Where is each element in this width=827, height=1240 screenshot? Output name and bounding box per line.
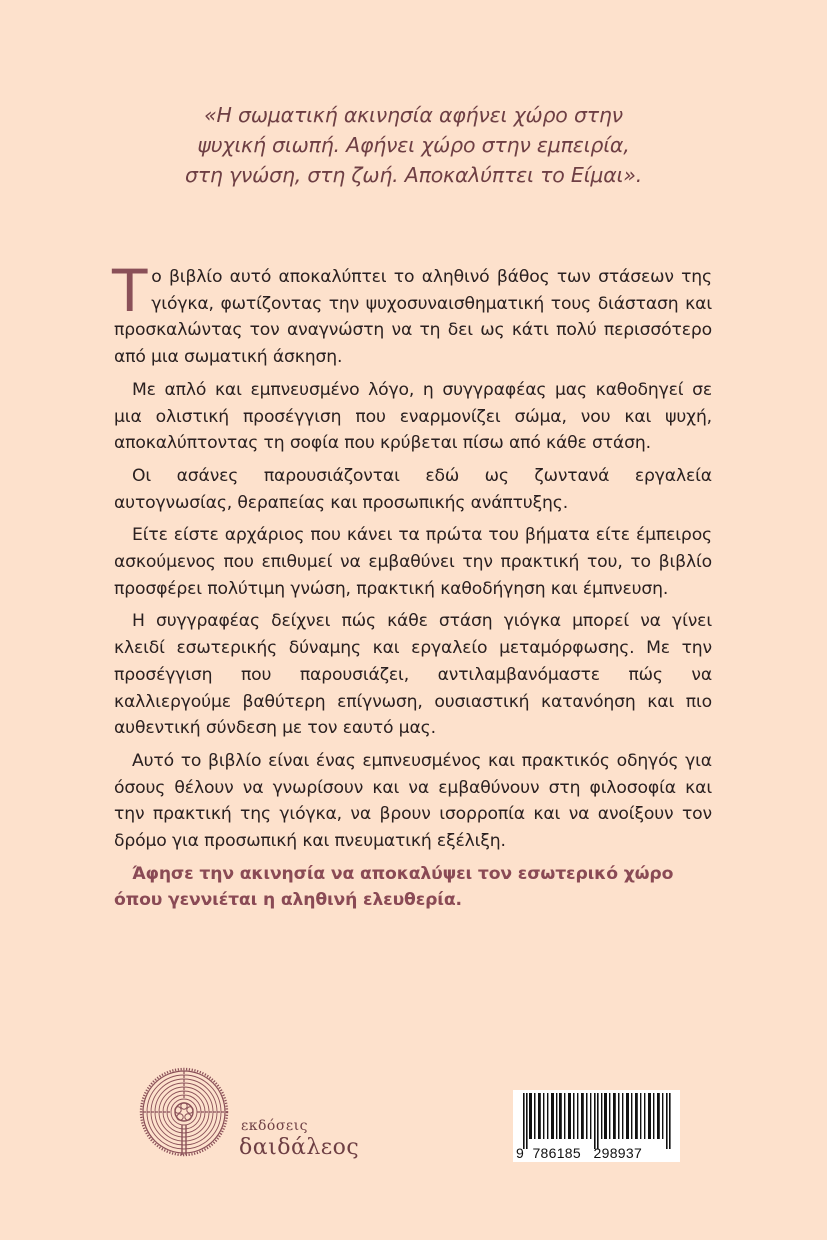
paragraph: Με απλό και εμπνευσμένο λόγο, η συγγραφέας μας καθοδηγεί σε μια ολιστική προσέγγιση που εναρμονίζει σώμα, νου και ψυχή, αποκαλύπτοντας τη σοφία που κρύβεται πίσω από κάθε στάση. — [114, 379, 712, 454]
paragraph: Αυτό το βιβλίο είναι ένας εμπνευσμένος και πρακτικός οδηγός για όσους θέλουν να γνωρίσουν και να εμβαθύνουν στη φιλοσοφία και την πρακτική της γιόγκα, να βρουν ισορροπία και να ανοίξουν τον δρόμο για προσωπική και πνευματική εξέλιξη. — [114, 750, 712, 852]
epigraph-quote — [100, 100, 727, 190]
paragraph: Η συγγραφέας δείχνει πώς κάθε στάση γιόγκα μπορεί να γίνει κλειδί εσωτερικής δύναμης και εργαλείο μεταμόρφωσης. Με την προσέγγιση που παρουσιάζει, αντιλαμβανόμαστε πώς να καλλιεργούμε βαθύτερη επίγνωση, ουσιαστική κατανόηση και πιο αυθεντική σύνδεση με τον εαυτό μας. — [114, 611, 712, 739]
closing-statement: Άφησε την ακινησία να αποκαλύψει τον εσωτερικό χώρο όπου γεννιέται η αληθινή ελευθερία. — [114, 863, 674, 911]
blurb-text — [112, 257, 712, 920]
publisher-prefix: εκδόσεις — [241, 1118, 308, 1134]
barcode-bars-icon — [523, 1093, 675, 1149]
epigraph-line: «Η σωματική ακινησία αφήνει χώρο στην — [204, 103, 623, 127]
drop-cap: Τ — [112, 257, 148, 325]
publisher-name: δαιδάλεος — [239, 1135, 360, 1160]
isbn-barcode — [513, 1090, 680, 1162]
paragraph: Είτε είστε αρχάριος που κάνει τα πρώτα του βήματα είτε έμπειρος ασκούμενος που επιθυμεί να εμβαθύνει την πρακτική του, το βιβλίο προσφέρει πολύτιμη γνώση, πρακτική καθοδήγηση και έμπνευση. — [114, 525, 712, 599]
isbn-digits: 9 786185 298937 — [516, 1145, 643, 1161]
paragraph: Το βιβλίο αυτό αποκαλύπτει το αληθινό βάθος των στάσεων της γιόγκα, φωτίζοντας την ψυχοσυναισθηματική τους διάσταση και προσκαλώντας τον αναγνώστη να τη δει ως κάτι πολύ περισσότερο από μια σωματική άσκηση. — [112, 257, 712, 368]
epigraph-line: στη γνώση, στη ζωή. Αποκαλύπτει το Είμαι». — [184, 163, 643, 187]
labyrinth-icon — [138, 1066, 230, 1158]
paragraph: Οι ασάνες παρουσιάζονται εδώ ως ζωντανά εργαλεία αυτογνωσίας, θεραπείας και προσωπικής ανάπτυξης. — [114, 465, 712, 513]
publisher-logo — [138, 1066, 378, 1166]
epigraph-line: ψυχική σιωπή. Αφήνει χώρο στην εμπειρία, — [197, 133, 630, 157]
